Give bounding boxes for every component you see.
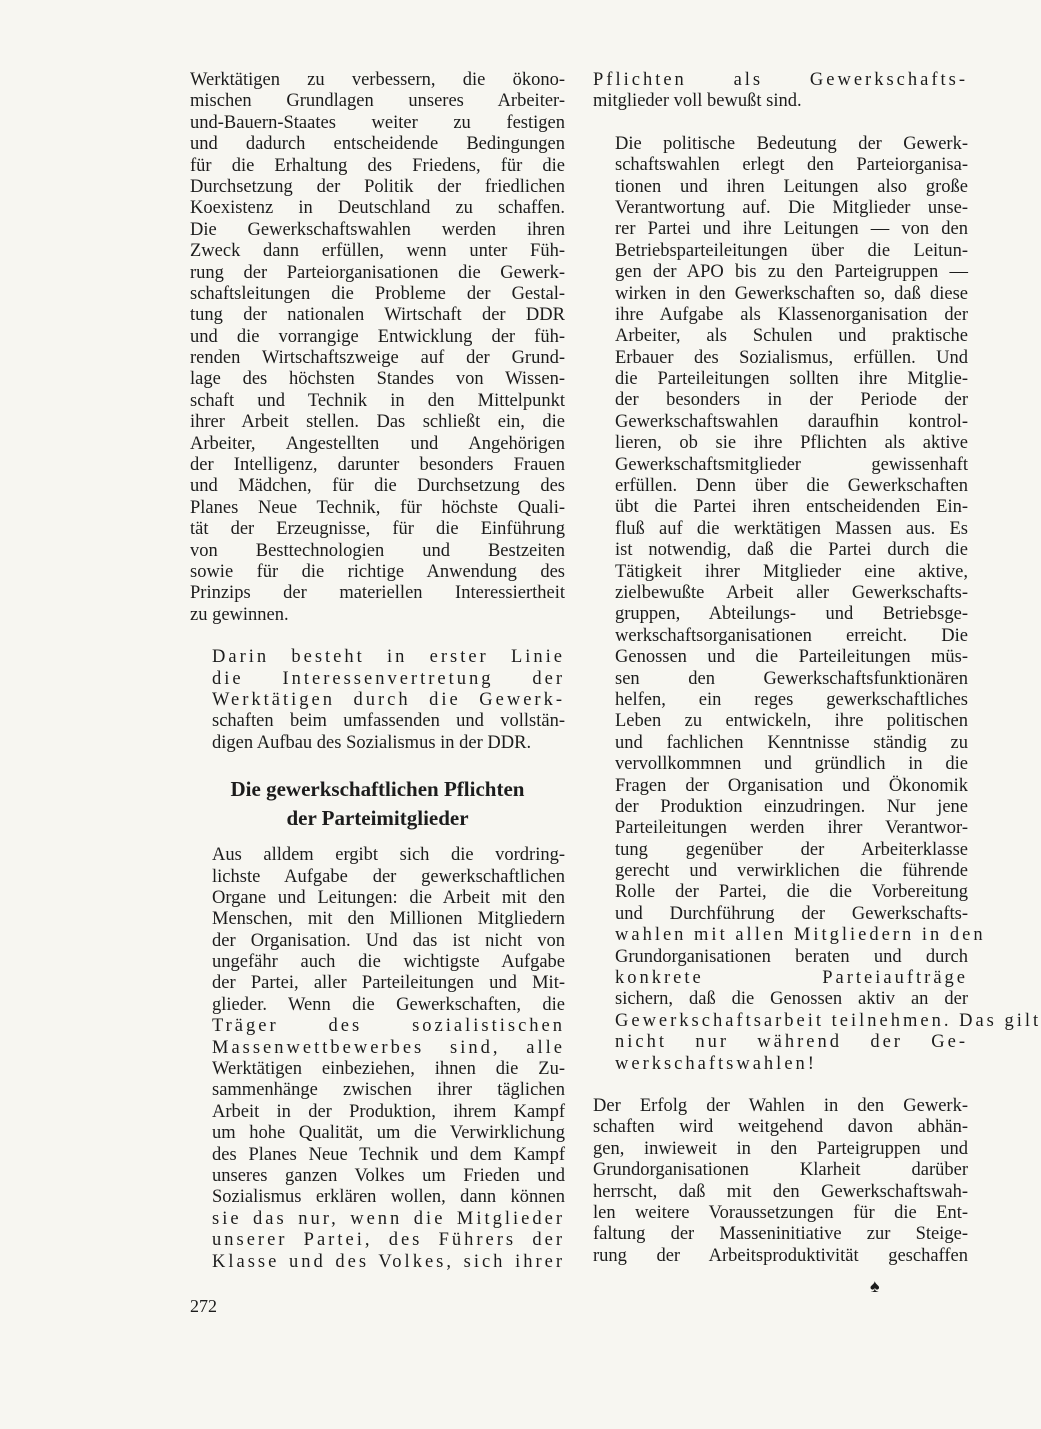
- text-line: Werktätigen durch die Gewerk-: [212, 689, 565, 710]
- text-line: mischen Grundlagen unseres Arbeiter-: [190, 91, 565, 112]
- text-line: herrscht, daß mit den Gewerkschaftswah-: [593, 1181, 968, 1202]
- text-line: Koexistenz in Deutschland zu schaffen.: [190, 198, 565, 219]
- text-line: des Planes Neue Technik und dem Kampf: [212, 1144, 565, 1165]
- text-line: sichern, daß die Genossen aktiv an der: [615, 989, 968, 1010]
- text-line: lieren, ob sie ihre Pflichten als aktive: [615, 433, 968, 454]
- heading-line-2: der Parteimitglieder: [286, 806, 469, 831]
- text-line: Arbeiter, Angestellten und Angehörigen: [190, 433, 565, 454]
- text-line: erfüllen. Denn über die Gewerkschaften: [615, 476, 968, 497]
- text-line: Gewerkschaftsarbeit teilnehmen. Das gilt: [615, 1010, 1041, 1031]
- text-line: unseres ganzen Volkes um Frieden und: [212, 1165, 565, 1186]
- text-line: der Intelligenz, darunter besonders Frauen: [190, 455, 565, 476]
- text-line: Träger des sozialistischen: [212, 1016, 565, 1037]
- text-line: Massenwettbewerbes sind, alle: [212, 1037, 565, 1058]
- text-line: und-Bauern-Staates weiter zu festigen: [190, 112, 565, 133]
- text-line: Die politische Bedeutung der Gewerk-: [615, 133, 968, 154]
- section-heading: [190, 775, 565, 833]
- text-line: Verantwortung auf. Die Mitglieder unse-: [615, 197, 968, 218]
- text-line: Genossen und die Parteileitungen müs-: [615, 647, 968, 668]
- text-line: konkrete Parteiaufträge: [615, 968, 968, 989]
- text-line: Werktätigen einbeziehen, ihnen die Zu-: [212, 1059, 565, 1080]
- text-line: schaften beim umfassenden und vollstän-: [212, 711, 565, 732]
- text-line: nicht nur während der Ge-: [615, 1032, 968, 1053]
- text-line: gen, inwieweit in den Parteigruppen und: [593, 1138, 968, 1159]
- text-line: fluß auf die werktätigen Massen aus. Es: [615, 518, 968, 539]
- text-line: von Besttechnologien und Bestzeiten: [190, 540, 565, 561]
- text-line: ungefähr auch die wichtigste Aufgabe: [212, 952, 565, 973]
- text-line: tionen und ihren Leitungen also große: [615, 176, 968, 197]
- text-line: rung der Arbeitsproduktivität geschaffen: [593, 1245, 968, 1266]
- text-line: glieder. Wenn die Gewerkschaften, die: [212, 994, 565, 1015]
- text-line: Durchsetzung der Politik der friedlichen: [190, 176, 565, 197]
- left-column: [190, 70, 565, 1294]
- text-line: lage des höchsten Standes von Wissen-: [190, 369, 565, 390]
- text-line: ihre Aufgabe als Klassenorganisation der: [615, 304, 968, 325]
- paragraph-right-2: [593, 133, 1041, 1075]
- text-line: ihrer Arbeit stellen. Das schließt ein, die: [190, 412, 565, 433]
- text-line: Arbeiter, als Schulen und praktische: [615, 326, 968, 347]
- text-line: vervollkommnen und gründlich in die: [615, 754, 968, 775]
- text-line: lichste Aufgabe der gewerkschaftlichen: [212, 866, 565, 887]
- text-line: len weitere Voraussetzungen für die Ent-: [593, 1202, 968, 1223]
- text-line: Erbauer des Sozialismus, erfüllen. Und: [615, 347, 968, 368]
- text-line: unserer Partei, des Führers der: [212, 1230, 565, 1251]
- text-line: und Mädchen, für die Durchsetzung des: [190, 476, 565, 497]
- text-line: Planes Neue Technik, für höchste Quali-: [190, 497, 565, 518]
- text-line: und dadurch entscheidende Bedingungen: [190, 134, 565, 155]
- text-line: gerecht und verwirklichen die führende: [615, 861, 968, 882]
- text-line: renden Wirtschaftszweige auf der Grund-: [190, 348, 565, 369]
- text-line: Darin besteht in erster Linie: [212, 647, 565, 668]
- text-line: Tätigkeit ihrer Mitglieder eine aktive,: [615, 561, 968, 582]
- paragraph-right-1: [593, 70, 968, 113]
- text-line: tät der Erzeugnisse, für die Einführung: [190, 519, 565, 540]
- page-number: 272: [190, 1296, 217, 1316]
- heading-line-1: Die gewerkschaftlichen Pflichten: [230, 777, 525, 802]
- text-line: gruppen, Abteilungs- und Betriebsge-: [615, 604, 968, 625]
- text-line: Sozialismus erklären wollen, dann können: [212, 1187, 565, 1208]
- text-line: die Interessenvertretung der: [212, 668, 565, 689]
- text-line: sie das nur, wenn die Mitglieder: [212, 1208, 565, 1229]
- text-line: Gewerkschaftsmitglieder gewissenhaft: [615, 454, 968, 475]
- text-line: der Produktion einzudringen. Nur jene: [615, 796, 968, 817]
- text-line: schaft und Technik in den Mittelpunkt: [190, 390, 565, 411]
- text-line: Zweck dann erfüllen, wenn unter Füh-: [190, 241, 565, 262]
- text-line: schaftswahlen erlegt den Parteiorganisa-: [615, 155, 968, 176]
- paragraph-left-1: [190, 70, 565, 626]
- text-line: tung der nationalen Wirtschaft der DDR: [190, 305, 565, 326]
- text-line: zielbewußte Arbeit aller Gewerkschafts-: [615, 582, 968, 603]
- paragraph-left-2: [190, 647, 565, 754]
- text-line: tung gegenüber der Arbeiterklasse: [615, 839, 968, 860]
- text-line: der Organisation. Und das ist nicht von: [212, 930, 565, 951]
- text-line: und fachlichen Kenntnisse ständig zu: [615, 732, 968, 753]
- text-line: wirken in den Gewerkschaften so, daß diese: [615, 283, 968, 304]
- text-line: schaften wird weitgehend davon abhän-: [593, 1117, 968, 1138]
- text-line: Die Gewerkschaftswahlen werden ihren: [190, 219, 565, 240]
- right-column: [593, 70, 1041, 1288]
- text-line: gen der APO bis zu den Parteigruppen —: [615, 262, 968, 283]
- text-line: rer Partei und ihre Leitungen — von den: [615, 219, 968, 240]
- text-line: wahlen mit allen Mitgliedern in den: [615, 925, 986, 946]
- text-line: ist notwendig, daß die Partei durch die: [615, 540, 968, 561]
- text-line: Gewerkschaftswahlen daraufhin kontrol-: [615, 411, 968, 432]
- text-line: faltung der Masseninitiative zur Steige-: [593, 1224, 968, 1245]
- text-line: zu gewinnen.: [190, 604, 289, 625]
- text-line: schaftsleitungen die Probleme der Gestal-: [190, 283, 565, 304]
- text-line: die Parteileitungen sollten ihre Mitglie-: [615, 369, 968, 390]
- text-line: Leben zu entwickeln, ihre politischen: [615, 711, 968, 732]
- text-line: Menschen, mit den Millionen Mitgliedern: [212, 909, 565, 930]
- text-line: Der Erfolg der Wahlen in den Gewerk-: [593, 1095, 968, 1116]
- text-line: werkschaftswahlen!: [615, 1053, 817, 1074]
- text-line: Grundorganisationen beraten und durch: [615, 946, 968, 967]
- text-line: und die vorrangige Entwicklung der füh-: [190, 326, 565, 347]
- text-line: sen den Gewerkschaftsfunktionären: [615, 668, 968, 689]
- text-line: der Partei, aller Parteileitungen und Mit-: [212, 973, 565, 994]
- continuation-mark-icon: ♠: [870, 1276, 880, 1296]
- text-line: werkschaftsorganisationen erreicht. Die: [615, 625, 968, 646]
- text-line: digen Aufbau des Sozialismus in der DDR.: [212, 732, 532, 753]
- text-line: Fragen der Organisation und Ökonomik: [615, 775, 968, 796]
- text-line: für die Erhaltung des Friedens, für die: [190, 155, 565, 176]
- text-line: Pflichten als Gewerkschafts-: [593, 70, 968, 90]
- text-line: Arbeit in der Produktion, ihrem Kampf: [212, 1101, 565, 1122]
- text-line: um hohe Qualität, um die Verwirklichung: [212, 1123, 565, 1144]
- text-line: Prinzips der materiellen Interessiertheit: [190, 583, 565, 604]
- text-line: Grundorganisationen Klarheit darüber: [593, 1160, 968, 1181]
- text-line: der besonders in der Periode der: [615, 390, 968, 411]
- text-line: mitglieder voll bewußt sind.: [593, 91, 802, 112]
- text-line: helfen, ein reges gewerkschaftliches: [615, 689, 968, 710]
- paragraph-left-3: [190, 845, 565, 1273]
- text-line: Rolle der Partei, die die Vorbereitung: [615, 882, 968, 903]
- text-line: rung der Parteiorganisationen die Gewerk-: [190, 262, 565, 283]
- text-line: übt die Partei ihren entscheidenden Ein-: [615, 497, 968, 518]
- text-line: Aus alldem ergibt sich die vordring-: [212, 845, 565, 866]
- text-line: Werktätigen zu verbessern, die ökono-: [190, 70, 565, 90]
- paragraph-right-3: [593, 1096, 968, 1267]
- text-line: Organe und Leitungen: die Arbeit mit den: [212, 887, 565, 908]
- text-line: Klasse und des Volkes, sich ihrer: [212, 1251, 565, 1272]
- text-line: Parteileitungen werden ihrer Verantwor-: [615, 818, 968, 839]
- text-line: sowie für die richtige Anwendung des: [190, 561, 565, 582]
- text-line: Betriebsparteileitungen über die Leitun-: [615, 240, 968, 261]
- text-line: und Durchführung der Gewerkschafts-: [615, 903, 968, 924]
- text-line: sammenhänge zwischen ihrer täglichen: [212, 1080, 565, 1101]
